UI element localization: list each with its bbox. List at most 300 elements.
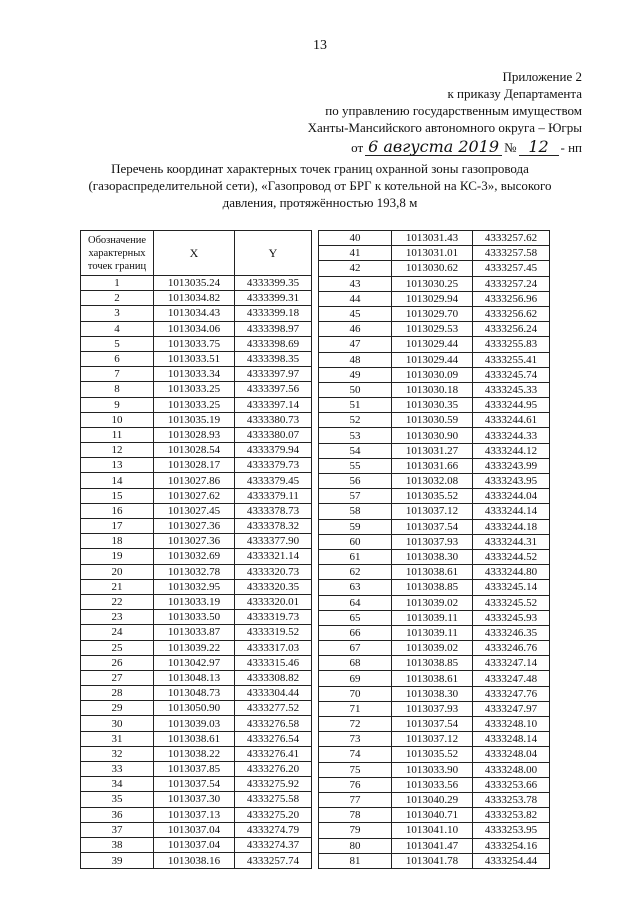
point-number-cell: 55	[319, 458, 392, 473]
point-number-cell: 1	[81, 276, 154, 291]
point-number-cell: 14	[81, 473, 154, 488]
y-coordinate-cell: 4333243.99	[473, 458, 550, 473]
x-coordinate-cell: 1013027.62	[154, 488, 235, 503]
x-coordinate-cell: 1013027.45	[154, 503, 235, 518]
table-row	[81, 625, 312, 640]
y-coordinate-cell: 4333398.35	[235, 351, 312, 366]
x-coordinate-cell: 1013027.36	[154, 519, 235, 534]
y-coordinate-cell: 4333253.95	[473, 823, 550, 838]
table-row	[319, 261, 550, 276]
y-coordinate-cell: 4333244.31	[473, 534, 550, 549]
x-coordinate-cell: 1013038.22	[154, 746, 235, 761]
point-number-cell: 67	[319, 641, 392, 656]
table-row	[319, 747, 550, 762]
table-row	[319, 534, 550, 549]
y-coordinate-cell: 4333304.44	[235, 686, 312, 701]
point-number-cell: 57	[319, 489, 392, 504]
table-row	[81, 367, 312, 382]
x-coordinate-cell: 1013037.54	[392, 717, 473, 732]
point-number-cell: 19	[81, 549, 154, 564]
x-coordinate-cell: 1013035.52	[392, 747, 473, 762]
point-number-cell: 3	[81, 306, 154, 321]
y-coordinate-cell: 4333274.79	[235, 822, 312, 837]
y-coordinate-cell: 4333277.52	[235, 701, 312, 716]
x-coordinate-cell: 1013038.85	[392, 656, 473, 671]
y-coordinate-cell: 4333248.10	[473, 717, 550, 732]
table-row	[81, 427, 312, 442]
table-row	[319, 838, 550, 853]
x-coordinate-cell: 1013034.06	[154, 321, 235, 336]
table-row	[319, 443, 550, 458]
order-number-label: №	[504, 140, 517, 155]
point-number-cell: 36	[81, 807, 154, 822]
y-coordinate-cell: 4333378.32	[235, 519, 312, 534]
table-row	[81, 610, 312, 625]
y-coordinate-cell: 4333247.97	[473, 701, 550, 716]
x-coordinate-cell: 1013038.61	[154, 731, 235, 746]
table-row	[319, 732, 550, 747]
table-row	[81, 579, 312, 594]
point-number-cell: 41	[319, 246, 392, 261]
table-row	[319, 656, 550, 671]
table-row	[319, 701, 550, 716]
order-prefix: от	[351, 140, 364, 155]
table-row	[319, 565, 550, 580]
y-coordinate-cell: 4333244.61	[473, 413, 550, 428]
x-coordinate-cell: 1013033.25	[154, 397, 235, 412]
x-coordinate-cell: 1013029.94	[392, 291, 473, 306]
y-coordinate-cell: 4333255.41	[473, 352, 550, 367]
y-coordinate-cell: 4333257.74	[235, 853, 312, 869]
y-coordinate-cell: 4333244.52	[473, 549, 550, 564]
table-row	[319, 549, 550, 564]
page-number: 13	[313, 38, 327, 53]
y-coordinate-cell: 4333399.35	[235, 276, 312, 291]
x-coordinate-cell: 1013038.61	[392, 671, 473, 686]
x-coordinate-cell: 1013030.90	[392, 428, 473, 443]
point-number-cell: 71	[319, 701, 392, 716]
point-number-cell: 60	[319, 534, 392, 549]
x-coordinate-cell: 1013033.50	[154, 610, 235, 625]
x-coordinate-cell: 1013033.19	[154, 594, 235, 609]
y-coordinate-cell: 4333245.33	[473, 382, 550, 397]
point-number-cell: 68	[319, 656, 392, 671]
table-row	[81, 670, 312, 685]
table-row	[81, 731, 312, 746]
point-number-cell: 77	[319, 792, 392, 807]
table-header-row	[81, 231, 312, 276]
table-row	[319, 474, 550, 489]
x-coordinate-cell: 1013041.10	[392, 823, 473, 838]
table-row	[319, 777, 550, 792]
point-number-cell: 45	[319, 306, 392, 321]
x-coordinate-cell: 1013037.13	[154, 807, 235, 822]
x-coordinate-cell: 1013028.54	[154, 443, 235, 458]
table-row	[81, 701, 312, 716]
y-coordinate-cell: 4333245.14	[473, 580, 550, 595]
x-coordinate-cell: 1013040.71	[392, 808, 473, 823]
header-y: Y	[235, 231, 312, 276]
x-coordinate-cell: 1013028.93	[154, 427, 235, 442]
point-number-cell: 20	[81, 564, 154, 579]
table-row	[319, 398, 550, 413]
y-coordinate-cell: 4333379.45	[235, 473, 312, 488]
point-number-cell: 49	[319, 367, 392, 382]
table-row	[319, 671, 550, 686]
y-coordinate-cell: 4333276.20	[235, 762, 312, 777]
point-number-cell: 47	[319, 337, 392, 352]
point-number-cell: 54	[319, 443, 392, 458]
order-suffix: - нп	[560, 140, 582, 155]
table-row	[319, 458, 550, 473]
table-row	[81, 276, 312, 291]
x-coordinate-cell: 1013038.61	[392, 565, 473, 580]
table-row	[319, 625, 550, 640]
x-coordinate-cell: 1013033.51	[154, 351, 235, 366]
point-number-cell: 26	[81, 655, 154, 670]
x-coordinate-cell: 1013031.66	[392, 458, 473, 473]
table-row	[319, 413, 550, 428]
point-number-cell: 69	[319, 671, 392, 686]
point-number-cell: 50	[319, 382, 392, 397]
y-coordinate-cell: 4333276.41	[235, 746, 312, 761]
x-coordinate-cell: 1013037.04	[154, 837, 235, 852]
point-number-cell: 16	[81, 503, 154, 518]
x-coordinate-cell: 1013035.19	[154, 412, 235, 427]
y-coordinate-cell: 4333378.73	[235, 503, 312, 518]
coordinates-table-right	[318, 230, 550, 869]
table-row	[81, 336, 312, 351]
x-coordinate-cell: 1013034.43	[154, 306, 235, 321]
table-row	[81, 306, 312, 321]
x-coordinate-cell: 1013042.97	[154, 655, 235, 670]
y-coordinate-cell: 4333398.97	[235, 321, 312, 336]
x-coordinate-cell: 1013033.75	[154, 336, 235, 351]
y-coordinate-cell: 4333275.92	[235, 777, 312, 792]
x-coordinate-cell: 1013030.35	[392, 398, 473, 413]
y-coordinate-cell: 4333256.96	[473, 291, 550, 306]
y-coordinate-cell: 4333320.01	[235, 594, 312, 609]
x-coordinate-cell: 1013038.16	[154, 853, 235, 869]
header-point-label: Обозначение характерных точек границ	[81, 231, 154, 276]
point-number-cell: 79	[319, 823, 392, 838]
point-number-cell: 18	[81, 534, 154, 549]
table-row	[319, 291, 550, 306]
point-number-cell: 40	[319, 231, 392, 246]
y-coordinate-cell: 4333320.35	[235, 579, 312, 594]
x-coordinate-cell: 1013040.29	[392, 792, 473, 807]
point-number-cell: 7	[81, 367, 154, 382]
y-coordinate-cell: 4333275.58	[235, 792, 312, 807]
table-row	[81, 792, 312, 807]
x-coordinate-cell: 1013033.25	[154, 382, 235, 397]
y-coordinate-cell: 4333257.24	[473, 276, 550, 291]
point-number-cell: 51	[319, 398, 392, 413]
order-header	[252, 68, 582, 156]
table-row	[81, 807, 312, 822]
point-number-cell: 44	[319, 291, 392, 306]
header-x: X	[154, 231, 235, 276]
x-coordinate-cell: 1013032.69	[154, 549, 235, 564]
y-coordinate-cell: 4333244.14	[473, 504, 550, 519]
coordinates-left-body	[81, 276, 312, 869]
x-coordinate-cell: 1013029.44	[392, 337, 473, 352]
point-number-cell: 28	[81, 686, 154, 701]
point-number-cell: 38	[81, 837, 154, 852]
y-coordinate-cell: 4333319.52	[235, 625, 312, 640]
document-title: Перечень координат характерных точек границ охранной зоны газопровода (газораспределительной сети), «Газопровод от БРГ к котельной на КС-3», высокого давления, протяжённостью 193,8 м	[88, 161, 552, 210]
table-row	[319, 519, 550, 534]
coordinates-table-wrap	[80, 230, 593, 869]
y-coordinate-cell: 4333247.14	[473, 656, 550, 671]
y-coordinate-cell: 4333245.74	[473, 367, 550, 382]
y-coordinate-cell: 4333243.95	[473, 474, 550, 489]
order-reference	[252, 138, 582, 156]
point-number-cell: 56	[319, 474, 392, 489]
x-coordinate-cell: 1013037.04	[154, 822, 235, 837]
y-coordinate-cell: 4333254.44	[473, 853, 550, 868]
point-number-cell: 23	[81, 610, 154, 625]
table-row	[319, 276, 550, 291]
point-number-cell: 64	[319, 595, 392, 610]
y-coordinate-cell: 4333317.03	[235, 640, 312, 655]
point-number-cell: 76	[319, 777, 392, 792]
x-coordinate-cell: 1013037.54	[154, 777, 235, 792]
y-coordinate-cell: 4333315.46	[235, 655, 312, 670]
x-coordinate-cell: 1013041.47	[392, 838, 473, 853]
table-row	[81, 716, 312, 731]
table-row	[81, 488, 312, 503]
x-coordinate-cell: 1013032.78	[154, 564, 235, 579]
x-coordinate-cell: 1013039.03	[154, 716, 235, 731]
header-line-order: к приказу Департамента	[447, 86, 582, 101]
point-number-cell: 21	[81, 579, 154, 594]
table-row	[319, 231, 550, 246]
x-coordinate-cell: 1013027.36	[154, 534, 235, 549]
table-row	[81, 397, 312, 412]
point-number-cell: 32	[81, 746, 154, 761]
point-number-cell: 5	[81, 336, 154, 351]
table-row	[81, 382, 312, 397]
point-number-cell: 33	[81, 762, 154, 777]
point-number-cell: 29	[81, 701, 154, 716]
x-coordinate-cell: 1013039.11	[392, 625, 473, 640]
table-row	[319, 595, 550, 610]
y-coordinate-cell: 4333257.58	[473, 246, 550, 261]
y-coordinate-cell: 4333253.78	[473, 792, 550, 807]
table-row	[319, 428, 550, 443]
table-row	[81, 443, 312, 458]
point-number-cell: 8	[81, 382, 154, 397]
y-coordinate-cell: 4333244.80	[473, 565, 550, 580]
x-coordinate-cell: 1013037.93	[392, 701, 473, 716]
header-line-appendix: Приложение 2	[502, 69, 582, 84]
y-coordinate-cell: 4333399.31	[235, 291, 312, 306]
x-coordinate-cell: 1013030.59	[392, 413, 473, 428]
coordinates-right-body	[319, 231, 550, 869]
y-coordinate-cell: 4333248.14	[473, 732, 550, 747]
table-row	[81, 534, 312, 549]
y-coordinate-cell: 4333244.95	[473, 398, 550, 413]
y-coordinate-cell: 4333254.16	[473, 838, 550, 853]
table-row	[319, 762, 550, 777]
point-number-cell: 43	[319, 276, 392, 291]
y-coordinate-cell: 4333247.48	[473, 671, 550, 686]
point-number-cell: 2	[81, 291, 154, 306]
point-number-cell: 78	[319, 808, 392, 823]
y-coordinate-cell: 4333321.14	[235, 549, 312, 564]
point-number-cell: 30	[81, 716, 154, 731]
y-coordinate-cell: 4333274.37	[235, 837, 312, 852]
x-coordinate-cell: 1013041.78	[392, 853, 473, 868]
x-coordinate-cell: 1013039.11	[392, 610, 473, 625]
x-coordinate-cell: 1013034.82	[154, 291, 235, 306]
table-row	[319, 306, 550, 321]
x-coordinate-cell: 1013028.17	[154, 458, 235, 473]
point-number-cell: 11	[81, 427, 154, 442]
y-coordinate-cell: 4333379.11	[235, 488, 312, 503]
table-row	[319, 382, 550, 397]
y-coordinate-cell: 4333245.93	[473, 610, 550, 625]
x-coordinate-cell: 1013035.24	[154, 276, 235, 291]
y-coordinate-cell: 4333397.56	[235, 382, 312, 397]
x-coordinate-cell: 1013050.90	[154, 701, 235, 716]
point-number-cell: 80	[319, 838, 392, 853]
point-number-cell: 75	[319, 762, 392, 777]
y-coordinate-cell: 4333397.97	[235, 367, 312, 382]
table-row	[81, 762, 312, 777]
table-row	[319, 823, 550, 838]
table-row	[319, 337, 550, 352]
x-coordinate-cell: 1013037.12	[392, 504, 473, 519]
point-number-cell: 9	[81, 397, 154, 412]
y-coordinate-cell: 4333308.82	[235, 670, 312, 685]
x-coordinate-cell: 1013032.95	[154, 579, 235, 594]
table-row	[81, 837, 312, 852]
table-row	[81, 291, 312, 306]
point-number-cell: 62	[319, 565, 392, 580]
point-number-cell: 66	[319, 625, 392, 640]
point-number-cell: 46	[319, 322, 392, 337]
point-number-cell: 22	[81, 594, 154, 609]
table-row	[81, 321, 312, 336]
point-number-cell: 34	[81, 777, 154, 792]
table-row	[81, 853, 312, 869]
y-coordinate-cell: 4333257.62	[473, 231, 550, 246]
point-number-cell: 74	[319, 747, 392, 762]
x-coordinate-cell: 1013037.93	[392, 534, 473, 549]
point-number-cell: 4	[81, 321, 154, 336]
header-line-region: Ханты-Мансийского автономного округа – Югры	[307, 120, 582, 135]
point-number-cell: 42	[319, 261, 392, 276]
table-row	[81, 686, 312, 701]
table-row	[81, 351, 312, 366]
y-coordinate-cell: 4333244.18	[473, 519, 550, 534]
point-number-cell: 72	[319, 717, 392, 732]
y-coordinate-cell: 4333244.33	[473, 428, 550, 443]
table-row	[81, 473, 312, 488]
point-number-cell: 73	[319, 732, 392, 747]
point-number-cell: 53	[319, 428, 392, 443]
x-coordinate-cell: 1013037.85	[154, 762, 235, 777]
table-row	[81, 655, 312, 670]
x-coordinate-cell: 1013038.85	[392, 580, 473, 595]
table-row	[319, 808, 550, 823]
table-row	[319, 246, 550, 261]
y-coordinate-cell: 4333275.20	[235, 807, 312, 822]
y-coordinate-cell: 4333244.12	[473, 443, 550, 458]
point-number-cell: 24	[81, 625, 154, 640]
point-number-cell: 13	[81, 458, 154, 473]
y-coordinate-cell: 4333246.35	[473, 625, 550, 640]
x-coordinate-cell: 1013027.86	[154, 473, 235, 488]
table-row	[81, 777, 312, 792]
point-number-cell: 25	[81, 640, 154, 655]
table-row	[81, 519, 312, 534]
x-coordinate-cell: 1013039.22	[154, 640, 235, 655]
x-coordinate-cell: 1013029.70	[392, 306, 473, 321]
table-row	[81, 640, 312, 655]
point-number-cell: 17	[81, 519, 154, 534]
y-coordinate-cell: 4333320.73	[235, 564, 312, 579]
table-row	[81, 412, 312, 427]
x-coordinate-cell: 1013031.27	[392, 443, 473, 458]
table-row	[319, 580, 550, 595]
point-number-cell: 63	[319, 580, 392, 595]
table-row	[81, 564, 312, 579]
x-coordinate-cell: 1013033.56	[392, 777, 473, 792]
point-number-cell: 59	[319, 519, 392, 534]
y-coordinate-cell: 4333247.76	[473, 686, 550, 701]
table-row	[81, 594, 312, 609]
y-coordinate-cell: 4333253.66	[473, 777, 550, 792]
point-number-cell: 6	[81, 351, 154, 366]
x-coordinate-cell: 1013030.09	[392, 367, 473, 382]
table-row	[319, 686, 550, 701]
point-number-cell: 37	[81, 822, 154, 837]
x-coordinate-cell: 1013033.87	[154, 625, 235, 640]
x-coordinate-cell: 1013037.30	[154, 792, 235, 807]
y-coordinate-cell: 4333398.69	[235, 336, 312, 351]
y-coordinate-cell: 4333246.76	[473, 641, 550, 656]
table-row	[81, 746, 312, 761]
y-coordinate-cell: 4333248.00	[473, 762, 550, 777]
table-row	[319, 367, 550, 382]
y-coordinate-cell: 4333245.52	[473, 595, 550, 610]
x-coordinate-cell: 1013038.30	[392, 686, 473, 701]
table-row	[319, 489, 550, 504]
coordinates-table-left	[80, 230, 312, 869]
y-coordinate-cell: 4333319.73	[235, 610, 312, 625]
table-row	[319, 610, 550, 625]
table-row	[319, 322, 550, 337]
y-coordinate-cell: 4333257.45	[473, 261, 550, 276]
x-coordinate-cell: 1013033.34	[154, 367, 235, 382]
point-number-cell: 61	[319, 549, 392, 564]
point-number-cell: 48	[319, 352, 392, 367]
y-coordinate-cell: 4333397.14	[235, 397, 312, 412]
x-coordinate-cell: 1013029.53	[392, 322, 473, 337]
x-coordinate-cell: 1013039.02	[392, 595, 473, 610]
point-number-cell: 70	[319, 686, 392, 701]
y-coordinate-cell: 4333276.54	[235, 731, 312, 746]
y-coordinate-cell: 4333253.82	[473, 808, 550, 823]
point-number-cell: 12	[81, 443, 154, 458]
header-line-department: по управлению государственным имуществом	[325, 103, 582, 118]
table-row	[81, 503, 312, 518]
y-coordinate-cell: 4333276.58	[235, 716, 312, 731]
point-number-cell: 65	[319, 610, 392, 625]
